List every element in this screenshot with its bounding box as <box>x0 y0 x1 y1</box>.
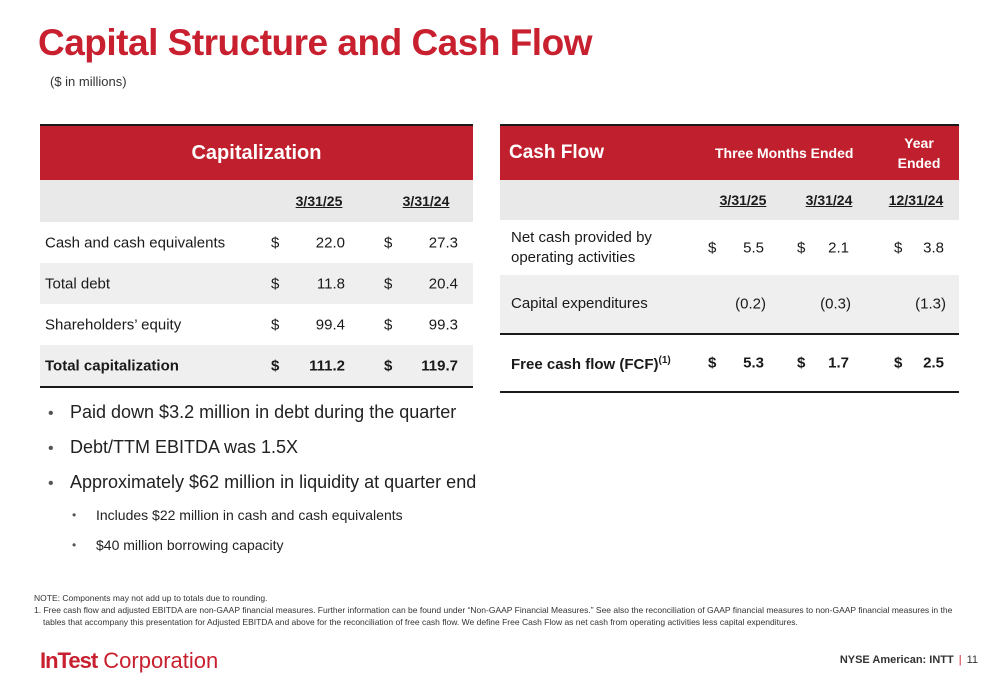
cash-flow-column-headers <box>500 180 959 220</box>
cell-value: 5.5 <box>743 239 764 256</box>
row-label: Capital expenditures <box>511 295 648 312</box>
cell-value: 5.3 <box>743 354 764 372</box>
page-title: Capital Structure and Cash Flow <box>38 22 592 63</box>
footer-info <box>840 654 978 666</box>
cell-value: 2.1 <box>828 239 849 256</box>
currency-symbol: $ <box>384 357 393 374</box>
bullet-text: Paid down $3.2 million in debt during the quarter <box>70 402 457 422</box>
table-row <box>40 222 473 263</box>
cell-value: (1.3) <box>915 295 946 313</box>
row-label <box>511 351 671 375</box>
row-label-text: Free cash flow (FCF) <box>511 356 659 373</box>
table-row <box>40 263 473 304</box>
currency-symbol: $ <box>271 357 280 374</box>
bullet-icon: • <box>48 440 54 457</box>
currency-symbol: $ <box>894 239 903 256</box>
cell-value: 20.4 <box>428 275 458 292</box>
cell-value: 1.7 <box>828 354 849 372</box>
bullet-icon: • <box>72 508 77 522</box>
exchange-ticker: NYSE American: INTT <box>839 654 954 666</box>
capitalization-column-headers <box>40 180 473 222</box>
page-number: 11 <box>966 654 978 666</box>
currency-symbol: $ <box>271 275 280 292</box>
footer-separator: | <box>958 654 962 666</box>
cell-value: 111.2 <box>309 357 345 374</box>
row-label: Shareholders’ equity <box>45 316 182 333</box>
column-header: 3/31/25 <box>295 193 343 209</box>
bullet-text: Approximately $62 million in liquidity at quarter end <box>70 472 477 492</box>
logo-text: Corporation <box>97 648 219 673</box>
cash-flow-table <box>500 124 959 393</box>
currency-symbol: $ <box>384 316 393 333</box>
table-row-total <box>500 335 959 393</box>
cash-flow-header <box>500 124 959 180</box>
footnotes <box>34 592 964 628</box>
bullet-icon: • <box>48 405 54 422</box>
row-label: Cash and cash equivalents <box>45 234 226 251</box>
company-logo <box>40 648 218 674</box>
currency-symbol: $ <box>797 239 806 256</box>
column-header: 3/31/25 <box>719 192 767 208</box>
cell-value: 22.0 <box>315 234 345 251</box>
row-label: Net cash provided by operating activities <box>511 228 652 266</box>
cell-value: 99.4 <box>315 316 345 333</box>
cell-value: (0.2) <box>735 295 766 313</box>
cell-value: 3.8 <box>923 239 944 256</box>
currency-symbol: $ <box>271 234 280 251</box>
page-subtitle: ($ in millions) <box>50 74 127 89</box>
bullet-text: Debt/TTM EBITDA was 1.5X <box>70 437 299 457</box>
three-months-ended-header: Three Months Ended <box>715 145 854 161</box>
table-row <box>500 275 959 335</box>
row-label: Total debt <box>45 275 111 292</box>
currency-symbol: $ <box>384 275 393 292</box>
footnote-1: 1. Free cash flow and adjusted EBITDA are non-GAAP financial measures. Further information can be found under “Non-GAAP Financial Measures.” See also the reconciliation of GAAP financial measures to non-GAAP financial measures in the tables that accompany this presentation for Adjusted EBITDA and above for the reconciliation of free cash flow. We define Free Cash Flow as net cash from operating activities less capital expenditures. <box>34 605 953 627</box>
currency-symbol: $ <box>271 316 280 333</box>
cash-flow-title: Cash Flow <box>509 142 605 163</box>
bullet-icon: • <box>48 475 54 492</box>
cell-value: (0.3) <box>820 295 851 313</box>
currency-symbol: $ <box>708 354 717 372</box>
cell-value: 2.5 <box>923 354 944 372</box>
sub-bullet-text: $40 million borrowing capacity <box>96 537 284 553</box>
capitalization-table <box>40 124 473 388</box>
row-label: Total capitalization <box>45 357 179 374</box>
table-row <box>500 220 959 275</box>
table-row-total <box>40 345 473 388</box>
currency-symbol: $ <box>894 354 903 372</box>
cell-value: 11.8 <box>316 275 345 292</box>
year-ended-header: Year Ended <box>897 135 941 171</box>
currency-symbol: $ <box>384 234 393 251</box>
rounding-note: NOTE: Components may not add up to totals due to rounding. <box>34 593 268 603</box>
capitalization-header: Capitalization <box>40 124 473 180</box>
cell-value: 99.3 <box>428 316 458 333</box>
currency-symbol: $ <box>708 239 717 256</box>
column-header: 3/31/24 <box>402 193 450 209</box>
cell-value: 27.3 <box>428 234 458 251</box>
logo-bold-text: InTest <box>40 648 98 673</box>
footnote-marker: (1) <box>658 355 671 366</box>
bullet-icon: • <box>72 538 77 552</box>
column-header: 3/31/24 <box>805 192 853 208</box>
sub-bullet-text: Includes $22 million in cash and cash equivalents <box>96 507 403 523</box>
column-header: 12/31/24 <box>888 192 944 208</box>
cell-value: 119.7 <box>421 357 458 374</box>
currency-symbol: $ <box>797 354 806 372</box>
table-row <box>40 304 473 345</box>
